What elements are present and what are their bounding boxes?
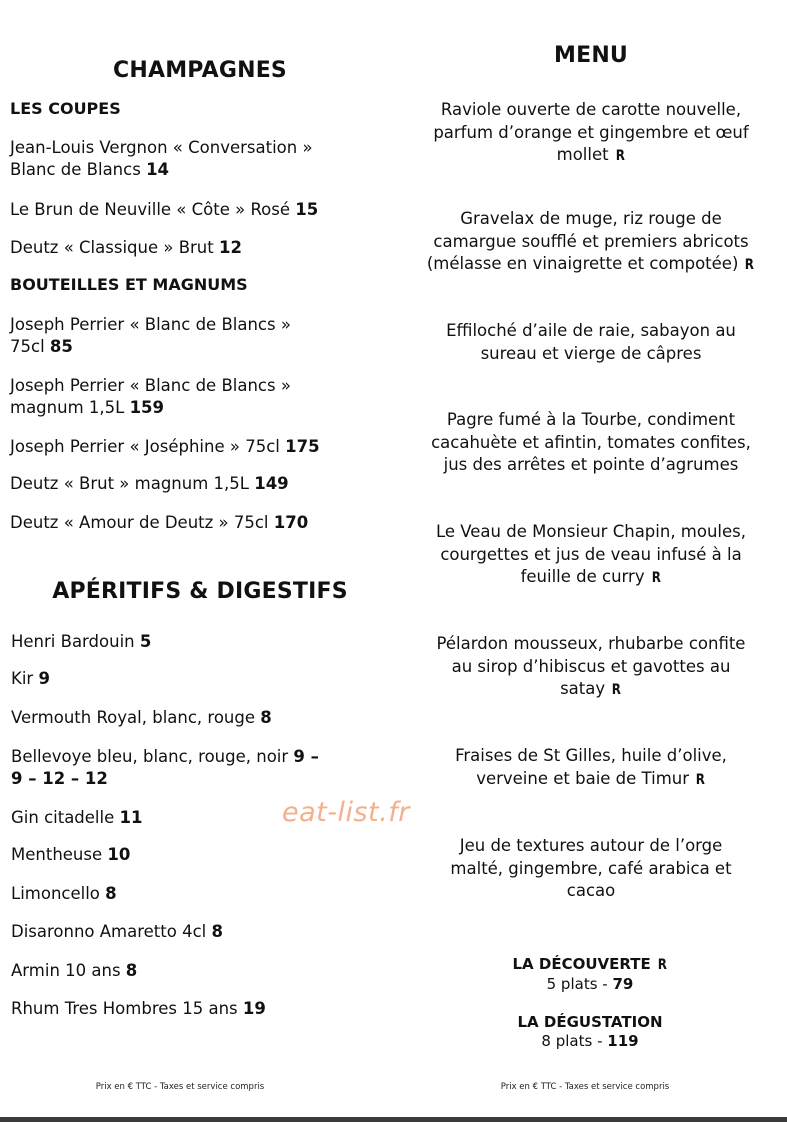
menu-item-aperitif-10: Rhum Tres Hombres 15 ans 19 bbox=[11, 999, 266, 1018]
price: 8 bbox=[105, 884, 117, 903]
dish-8: Jeu de textures autour de l’orge malté, gingembre, café arabica et cacao bbox=[450, 836, 732, 900]
menu-item-bottle-2: Joseph Perrier « Blanc de Blancs » magnum 1,5L 159 bbox=[10, 376, 291, 417]
price: 5 bbox=[139, 632, 152, 651]
price: 10 bbox=[107, 845, 131, 864]
restaurant-mark-icon: R bbox=[611, 682, 622, 698]
menu-item-coupe-2: Le Brun de Neuville « Côte » Rosé 15 bbox=[10, 200, 319, 219]
restaurant-mark-icon: R bbox=[651, 570, 661, 586]
price: 8 bbox=[260, 708, 272, 727]
menu-item-aperitif-5: Gin citadelle 11 bbox=[11, 808, 143, 827]
price: 8 bbox=[125, 961, 138, 980]
price: 159 bbox=[129, 398, 165, 417]
menu-item-aperitif-6: Mentheuse 10 bbox=[11, 845, 131, 864]
menu-item-aperitif-9: Armin 10 ans 8 bbox=[11, 961, 138, 980]
dish-5: Le Veau de Monsieur Chapin, moules, courgettes et jus de veau infusé à la feuille de curry R bbox=[395, 521, 787, 590]
menu-item-aperitif-3: Vermouth Royal, blanc, rouge 8 bbox=[11, 708, 272, 727]
menu-item-aperitif-8: Disaronno Amaretto 4cl 8 bbox=[11, 922, 223, 941]
price: 12 bbox=[218, 238, 242, 257]
dish-4: Pagre fumé à la Tourbe, condiment cacahuète et afintin, tomates confites, jus des arrêtes et pointe d’agrumes bbox=[431, 410, 751, 474]
aperitifs-title: APÉRITIFS & DIGESTIFS bbox=[52, 579, 348, 604]
formula-title-degustation: LA DÉGUSTATION bbox=[517, 1013, 663, 1031]
price: 14 bbox=[146, 160, 170, 179]
dish-3: Effiloché d’aile de raie, sabayon au sureau et vierge de câpres bbox=[446, 321, 736, 363]
menu-item-bottle-4: Deutz « Brut » magnum 1,5L 149 bbox=[10, 474, 289, 493]
price: 170 bbox=[273, 513, 309, 532]
dish-7: Fraises de St Gilles, huile d’olive, verveine et baie de Timur R bbox=[395, 745, 787, 791]
price: 9 bbox=[38, 669, 50, 688]
dish-6: Pélardon mousseux, rhubarbe confite au sirop d’hibiscus et gavottes au satay R bbox=[395, 633, 787, 702]
price: 19 bbox=[242, 999, 266, 1018]
formula-price-decouverte: 5 plats - 79 bbox=[546, 975, 634, 993]
price: 149 bbox=[254, 474, 289, 493]
menu-item-bottle-5: Deutz « Amour de Deutz » 75cl 170 bbox=[10, 513, 309, 532]
menu-item-aperitif-7: Limoncello 8 bbox=[11, 884, 117, 903]
price: 9 – bbox=[293, 747, 319, 766]
menu-item-bottle-1: Joseph Perrier « Blanc de Blancs » 75cl 85 bbox=[10, 315, 291, 356]
price-line-2: 9 – 12 – 12 bbox=[11, 769, 108, 788]
price: 11 bbox=[119, 808, 143, 827]
restaurant-mark-icon: R bbox=[615, 148, 625, 164]
formula-price-degustation: 8 plats - 119 bbox=[541, 1032, 639, 1050]
dish-2: Gravelax de muge, riz rouge de camargue soufflé et premiers abricots (mélasse en vinaigrette et compotée) R bbox=[395, 208, 787, 277]
footer-note-left: Prix en € TTC - Taxes et service compris bbox=[95, 1082, 265, 1092]
menu-item-bottle-3: Joseph Perrier « Joséphine » 75cl 175 bbox=[10, 437, 320, 456]
dish-1: Raviole ouverte de carotte nouvelle, parfum d’orange et gingembre et œuf mollet R bbox=[395, 99, 787, 168]
restaurant-mark-icon: R bbox=[745, 257, 755, 273]
restaurant-mark-icon: R bbox=[695, 771, 705, 788]
price: 15 bbox=[295, 200, 319, 219]
bottom-bar bbox=[0, 1117, 787, 1122]
bottles-heading: BOUTEILLES ET MAGNUMS bbox=[10, 275, 248, 294]
price: 175 bbox=[285, 437, 320, 456]
price: 85 bbox=[49, 337, 73, 356]
menu-item-coupe-1: Jean-Louis Vergnon « Conversation » Blanc de Blancs 14 bbox=[10, 138, 313, 179]
restaurant-mark-icon: R bbox=[657, 957, 667, 973]
coupes-heading: LES COUPES bbox=[10, 99, 121, 118]
menu-item-coupe-3: Deutz « Classique » Brut 12 bbox=[10, 238, 242, 257]
footer-note-right: Prix en € TTC - Taxes et service compris bbox=[500, 1082, 670, 1092]
menu-item-aperitif-4: Bellevoye bleu, blanc, rouge, noir 9 – 9 – 12 – 12 bbox=[11, 747, 319, 788]
formula-title-decouverte: LA DÉCOUVERTE R bbox=[512, 955, 667, 973]
menu-item-aperitif-1: Henri Bardouin 5 bbox=[11, 632, 152, 651]
watermark: eat-list.fr bbox=[282, 797, 410, 828]
menu-item-aperitif-2: Kir 9 bbox=[11, 669, 50, 688]
champagnes-title: CHAMPAGNES bbox=[113, 58, 287, 83]
menu-title: MENU bbox=[554, 43, 628, 68]
price: 8 bbox=[211, 922, 223, 941]
